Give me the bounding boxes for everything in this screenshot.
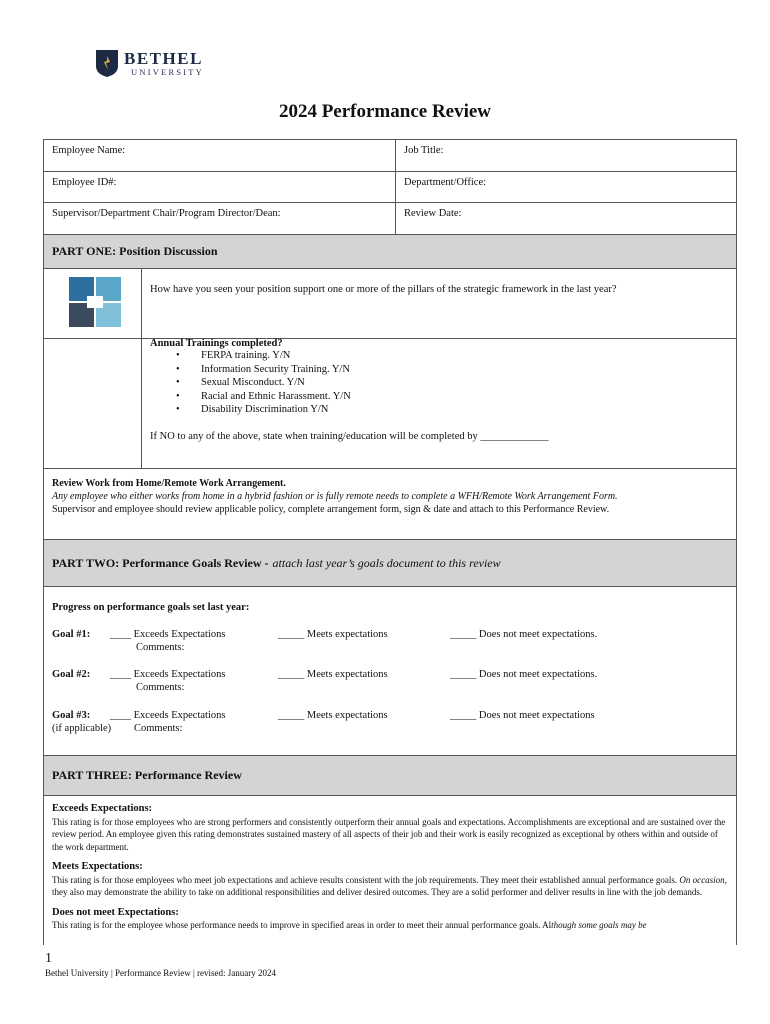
- training-item-disability: • Disability Discrimination Y/N: [201, 403, 351, 417]
- goal-label: Goal #1:: [52, 629, 91, 640]
- not-meet-text-italic: though some goals may be: [551, 920, 647, 930]
- goal-exceeds-option[interactable]: ____ Exceeds Expectations: [110, 629, 226, 640]
- page-title: 2024 Performance Review: [278, 101, 492, 122]
- goal-meets-option[interactable]: _____ Meets expectations: [278, 710, 388, 721]
- goal-label: Goal #2:: [52, 669, 91, 680]
- exceeds-title: Exceeds Expectations:: [52, 803, 153, 814]
- info-row-1: [44, 140, 736, 172]
- pillars-image-cell: [44, 269, 142, 338]
- training-item-sexual-misconduct: • Sexual Misconduct. Y/N: [201, 376, 351, 390]
- meets-text: [52, 874, 728, 899]
- review-date-field[interactable]: Review Date:: [404, 208, 462, 219]
- goal-sublabel: (if applicable): [52, 723, 112, 734]
- meets-text-italic: On occasion: [679, 874, 725, 885]
- goal-row: [52, 629, 732, 661]
- goal-row: [52, 710, 732, 742]
- remote-work-title: Review Work from Home/Remote Work Arrangement.: [52, 478, 286, 489]
- bethel-logo: [94, 48, 224, 80]
- meets-text-2: , they also may demonstrate the ability to take on additional responsibilities and deliver desired outcomes. They are a solid performer and deliver results in line with the job demands.: [52, 874, 727, 897]
- not-meet-title: Does not meet Expectations:: [52, 906, 179, 918]
- strategic-question: How have you seen your position support one or more of the pillars of the strategic framework in the last year?: [150, 284, 617, 295]
- goal-meets-option[interactable]: _____ Meets expectations: [278, 629, 388, 640]
- page-number: 1: [45, 951, 52, 966]
- goals-section: [44, 587, 736, 756]
- job-title-field[interactable]: Job Title:: [404, 145, 444, 156]
- department-field[interactable]: Department/Office:: [404, 177, 487, 188]
- goal-comments[interactable]: Comments:: [136, 682, 185, 693]
- strategic-framework-image-icon: [69, 277, 121, 327]
- supervisor-field[interactable]: Supervisor/Department Chair/Program Director/Dean:: [44, 203, 396, 234]
- goal-meets-option[interactable]: _____ Meets expectations: [278, 669, 388, 680]
- goal-exceeds-option[interactable]: ____ Exceeds Expectations: [110, 669, 226, 680]
- trainings-cell: [142, 339, 736, 468]
- goal-not-meet-option[interactable]: _____ Does not meet expectations.: [450, 669, 598, 680]
- goal-comments[interactable]: Comments:: [136, 642, 185, 653]
- pillars-row: [44, 269, 736, 339]
- exceeds-text: This rating is for those employees who are strong performers and consistently outperform their annual goals and expectations. Accomplishments are exceptional and are sustained over the review period. An employee given this rating demonstrates sustained mastery of all aspects of their job and their work is easily recognized as exceptional by others within and outside of the work department.: [52, 816, 726, 852]
- meets-title: Meets Expectations:: [52, 861, 143, 872]
- page-footer: Bethel University | Performance Review | revised: January 2024: [45, 968, 277, 978]
- part-two-title: PART TWO: Performance Goals Review -: [52, 555, 269, 570]
- goal-exceeds-option[interactable]: ____ Exceeds Expectations: [110, 710, 226, 721]
- remote-work-text: Supervisor and employee should review applicable policy, complete arrangement form, sign & date and attach to this Performance Review.: [52, 504, 610, 515]
- trainings-list: [201, 349, 351, 417]
- shield-logo-icon: [94, 48, 120, 78]
- not-meet-text-main: This rating is for the employee whose performance needs to improve in specified areas in order to meet their annual performance goals. Al: [52, 920, 552, 930]
- review-form: [43, 139, 737, 945]
- employee-id-field[interactable]: Employee ID#:: [44, 172, 396, 202]
- training-item-harassment: • Racial and Ethnic Harassment. Y/N: [201, 390, 351, 404]
- goal-not-meet-option[interactable]: _____ Does not meet expectations: [450, 710, 595, 721]
- part-three-heading: PART THREE: Performance Review: [44, 756, 736, 796]
- part-two-heading: [44, 540, 736, 587]
- goal-row: [52, 669, 732, 701]
- logo-sub: UNIVERSITY: [131, 67, 204, 77]
- goal-comments[interactable]: Comments:: [134, 723, 183, 734]
- part-one-heading: PART ONE: Position Discussion: [44, 235, 736, 269]
- info-row-2: [44, 172, 736, 203]
- remote-work-italic: Any employee who either works from home in a hybrid fashion or is fully remote needs to complete a WFH/Remote Work Arrangement Form.: [52, 491, 618, 502]
- employee-name-field[interactable]: Employee Name:: [44, 140, 396, 171]
- part-two-note: attach last year’s goals document to this review: [272, 555, 501, 570]
- remote-work-section: [44, 469, 736, 540]
- info-row-3: [44, 203, 736, 235]
- trainings-title: Annual Trainings completed?: [150, 338, 283, 349]
- goals-progress-title: Progress on performance goals set last year:: [52, 602, 250, 613]
- goal-label: Goal #3:: [52, 710, 91, 721]
- training-completion-note: If NO to any of the above, state when training/education will be completed by _____________: [150, 431, 549, 442]
- trainings-row: [44, 339, 736, 469]
- training-item-info-security: • Information Security Training. Y/N: [201, 363, 351, 377]
- goal-not-meet-option[interactable]: _____ Does not meet expectations.: [450, 629, 598, 640]
- rating-definitions: [44, 796, 736, 939]
- trainings-left-cell: [44, 339, 142, 468]
- training-item-ferpa: • FERPA training. Y/N: [201, 349, 351, 363]
- not-meet-text: [52, 919, 728, 932]
- logo-name: BETHEL: [124, 49, 203, 68]
- meets-text-1: This rating is for those employees who meet job expectations and achieve results consistent with the job requirements. They meet their established annual performance goals.: [52, 874, 680, 885]
